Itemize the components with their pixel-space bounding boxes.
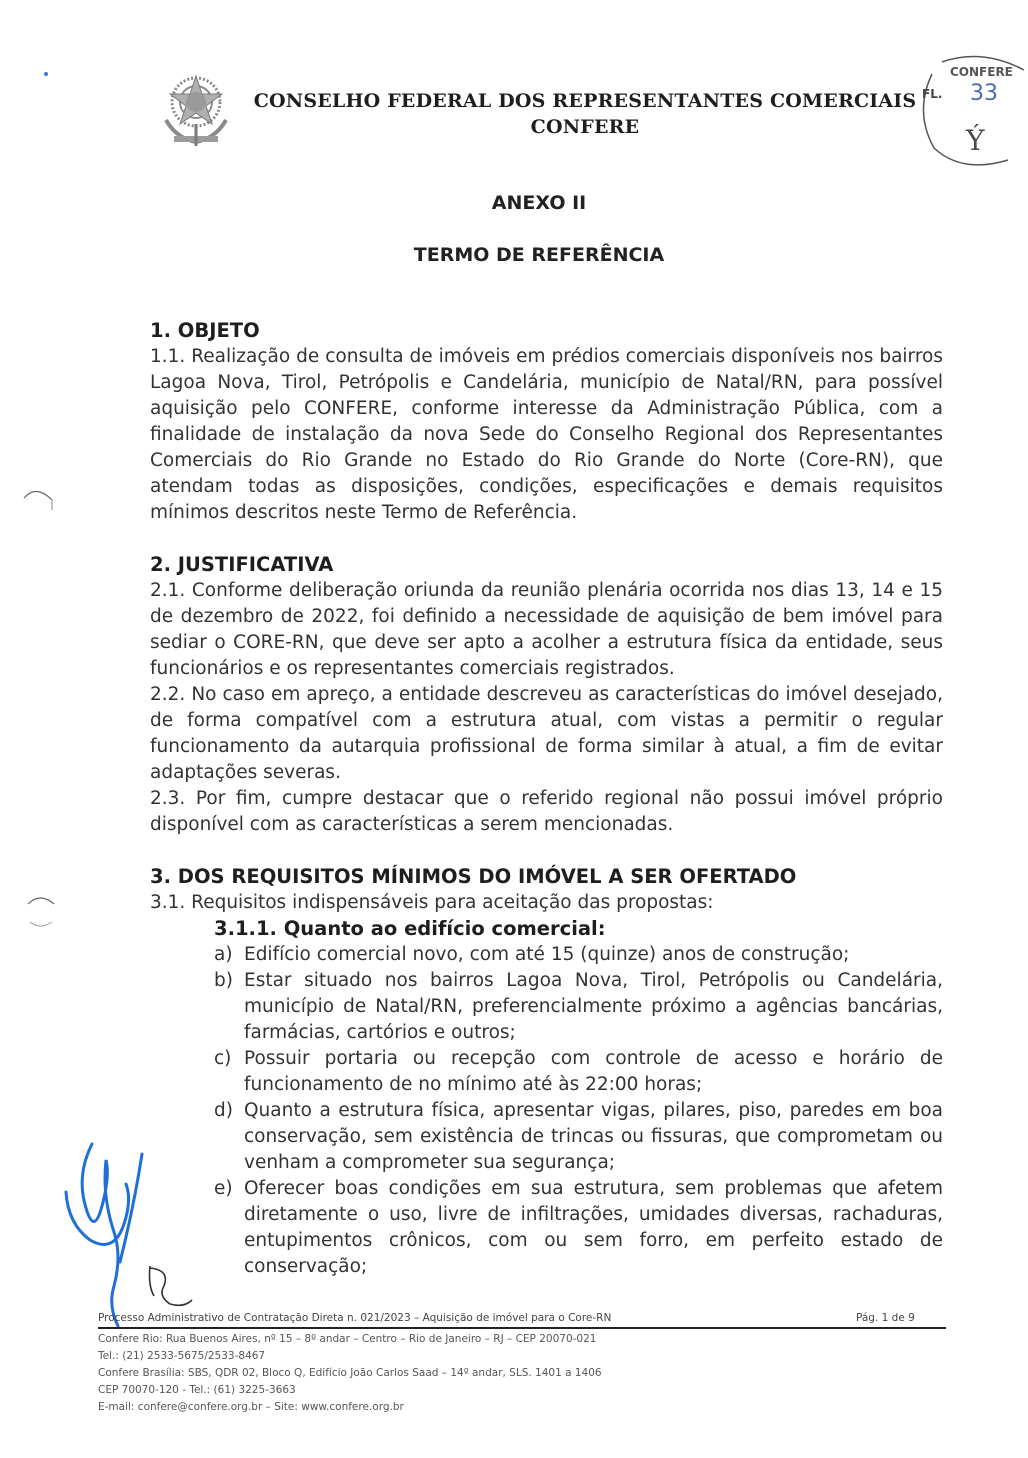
footer-contact-line: E-mail: confere@confere.org.br – Site: www.confere.org.br xyxy=(98,1401,404,1413)
paragraph-2-1: 2.1. Conforme deliberação oriunda da reunião plenária ocorrida nos dias 13, 14 e 15 de dezembro de 2022, foi definido a necessidade de aquisição de bem imóvel para sediar o CORE-RN, que deve ser apto a acolher a estrutura física da entidade, seus funcionários e os representantes comerciais registrados. xyxy=(150,580,943,679)
punch-hole-mark xyxy=(22,486,54,512)
section-heading-justificativa: 2. JUSTIFICATIVA xyxy=(150,553,334,576)
requirement-letter: e) xyxy=(214,1178,233,1199)
folio-stamp xyxy=(912,52,1028,170)
handwritten-initials xyxy=(140,1262,200,1310)
subsection-heading-3-1-1: 3.1.1. Quanto ao edifício comercial: xyxy=(214,917,606,940)
requirement-text: Edifício comercial novo, com até 15 (quinze) anos de construção; xyxy=(244,944,850,965)
coat-of-arms-logo xyxy=(152,62,240,150)
requirement-text: Oferecer boas condições em sua estrutura, sem problemas que afetem diretamente o uso, livre de infiltrações, umidades diversas, rachaduras, entupimentos crônicos, com ou sem forro, em perfeito estado de conservação; xyxy=(244,1178,943,1277)
stamp-folio-number: 33 xyxy=(970,81,998,106)
annex-title: ANEXO II xyxy=(491,192,587,214)
stamp-label: CONFERE xyxy=(950,65,1013,79)
paragraph-3-1: 3.1. Requisitos indispensáveis para aceitação das propostas: xyxy=(150,892,714,913)
document-title: TERMO DE REFERÊNCIA xyxy=(413,244,665,266)
requirement-item xyxy=(214,1046,943,1098)
requirement-item xyxy=(214,968,943,1046)
requirement-letter: d) xyxy=(214,1100,233,1121)
requirement-text: Estar situado nos bairros Lagoa Nova, Tirol, Petrópolis ou Candelária, município de Natal/RN, preferencialmente próximo a agências bancárias, farmácias, cartórios e outros; xyxy=(244,970,943,1043)
scan-speck xyxy=(44,72,48,76)
section-heading-requisitos: 3. DOS REQUISITOS MÍNIMOS DO IMÓVEL A SER OFERTADO xyxy=(150,865,797,888)
paragraph-1-1: 1.1. Realização de consulta de imóveis em prédios comerciais disponíveis nos bairros Lagoa Nova, Tirol, Petrópolis e Candelária, município de Natal/RN, para possível aquisição pelo CONFERE, conforme interesse da Administração Pública, com a finalidade de instalação da nova Sede do Conselho Regional dos Representantes Comerciais do Rio Grande no Estado do Rio Grande do Norte (Core-RN), que atendam todas as disposições, condições, especificações e demais requisitos mínimos descritos neste Termo de Referência. xyxy=(150,346,943,523)
organization-abbreviation: CONFERE xyxy=(530,116,640,138)
page-number: Pág. 1 de 9 xyxy=(856,1312,915,1324)
paragraph-2-3: 2.3. Por fim, cumpre destacar que o referido regional não possui imóvel próprio disponível com as características a serem mencionadas. xyxy=(150,788,943,835)
paragraph-2-2: 2.2. No caso em apreço, a entidade descreveu as características do imóvel desejado, de forma compatível com a estrutura atual, com vistas a permitir o regular funcionamento da autarquia profissional de forma similar à atual, a fim de evitar adaptações severas. xyxy=(150,684,943,783)
stamp-initial: Ý xyxy=(966,124,985,157)
requirement-letter: c) xyxy=(214,1048,232,1069)
requirement-text: Quanto a estrutura física, apresentar vigas, pilares, piso, paredes em boa conservação, sem existência de trincas ou fissuras, que comprometam ou venham a comprometer sua segurança; xyxy=(244,1100,943,1173)
footer-divider xyxy=(98,1327,946,1329)
section-heading-objeto: 1. OBJETO xyxy=(150,319,260,342)
requirement-letter: a) xyxy=(214,944,233,965)
document-body xyxy=(150,318,943,1280)
footer-address-line: Confere Rio: Rua Buenos Aires, nº 15 – 8º andar – Centro – Rio de Janeiro – RJ – CEP 20070-021 xyxy=(98,1333,597,1345)
footer-address-line: Confere Brasília: SBS, QDR 02, Bloco Q, Edifício João Carlos Saad – 14º andar, SLS. 1401 a 1406 xyxy=(98,1367,602,1379)
requirement-letter: b) xyxy=(214,970,233,991)
requirement-text: Possuir portaria ou recepção com controle de acesso e horário de funcionamento de no mínimo até às 22:00 horas; xyxy=(244,1048,943,1095)
footer-address-line: CEP 70070-120 - Tel.: (61) 3225-3663 xyxy=(98,1384,296,1396)
requirement-item xyxy=(214,942,943,968)
punch-hole-mark xyxy=(24,892,56,932)
requirement-item xyxy=(214,1176,943,1280)
stamp-fl-label: FL. xyxy=(922,87,943,101)
footer-address-line: Tel.: (21) 2533-5675/2533-8467 xyxy=(98,1350,266,1362)
organization-name: CONSELHO FEDERAL DOS REPRESENTANTES COMERCIAIS xyxy=(253,90,917,112)
requirement-item xyxy=(214,1098,943,1176)
footer-process-reference: Processo Administrativo de Contratação Direta n. 021/2023 – Aquisição de imóvel para o Core-RN xyxy=(98,1312,612,1324)
